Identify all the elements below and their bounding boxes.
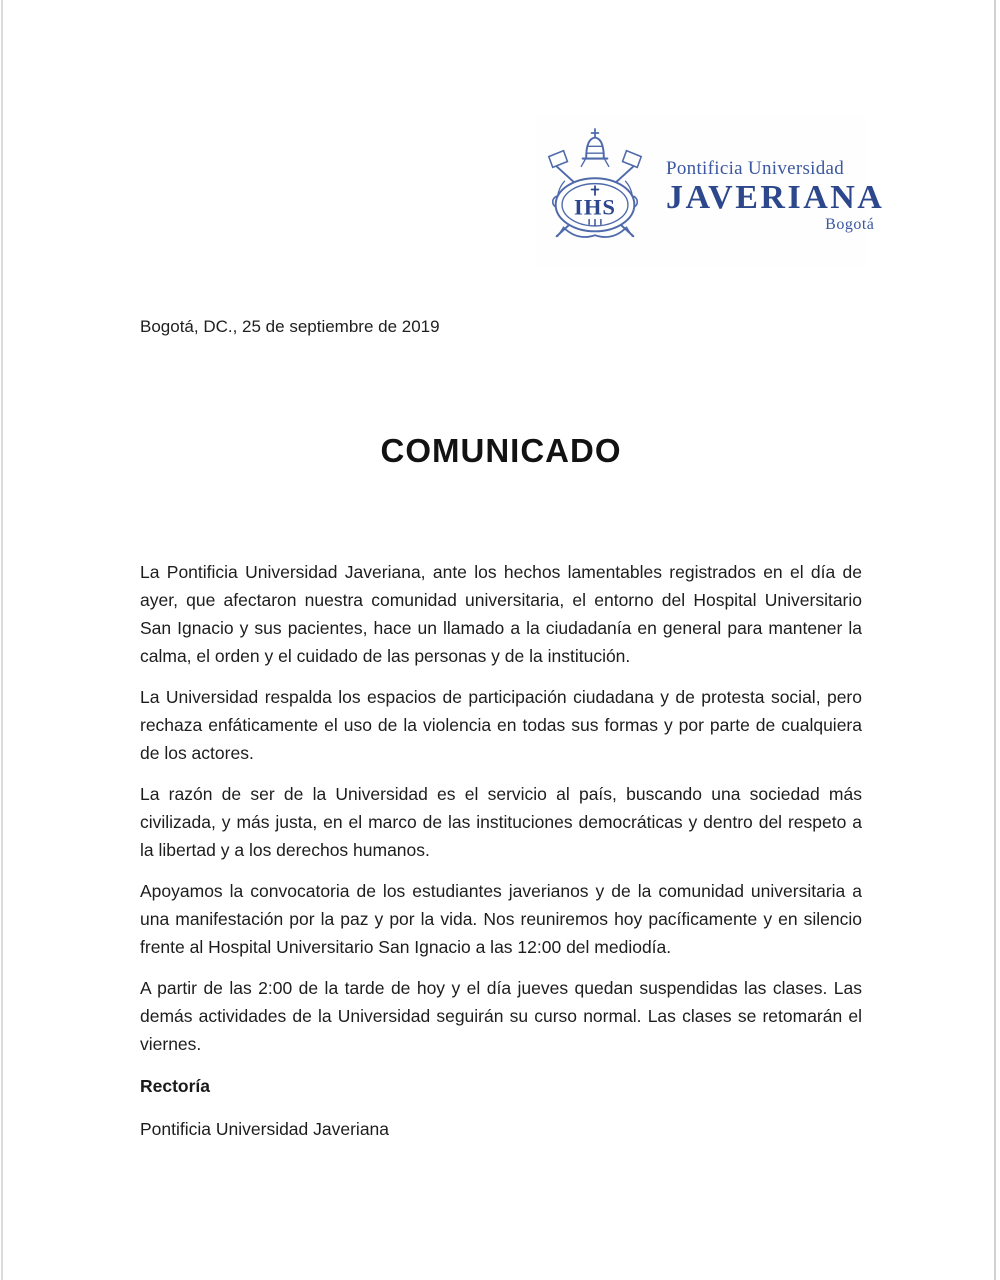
date-line: Bogotá, DC., 25 de septiembre de 2019 xyxy=(140,317,440,336)
signature-org: Pontificia Universidad Javeriana xyxy=(140,1119,390,1139)
body-paragraph: La razón de ser de la Universidad es el servicio al país, buscando una sociedad más civilizada, y más justa, en el marco de las instituciones democráticas y dentro del respeto a la libertad y a los derechos humanos. xyxy=(140,784,862,860)
logo-institution-name: JAVERIANA xyxy=(666,179,885,216)
body-paragraph: La Pontificia Universidad Javeriana, ante los hechos lamentables registrados en el día de ayer, que afectaron nuestra comunidad universitaria, el entorno del Hospital Universitario San Ignacio y sus pacientes, hace un llamado a la ciudadanía en general para mantener la calma, el orden y el cuidado de las personas y de la institución. xyxy=(140,562,862,666)
university-crest-icon xyxy=(536,126,654,256)
document-title: COMUNICADO xyxy=(380,432,622,469)
document-body xyxy=(140,558,862,1071)
university-wordmark xyxy=(666,158,884,234)
logo-city: Bogotá xyxy=(825,216,875,233)
page-left-edge xyxy=(1,0,3,1280)
logo-institution-line: Pontificia Universidad xyxy=(666,158,845,179)
university-logo xyxy=(536,116,885,266)
svg-text:IHS: IHS xyxy=(574,194,616,220)
page-right-edge xyxy=(994,0,996,1280)
body-paragraph: A partir de las 2:00 de la tarde de hoy y el día jueves quedan suspendidas las clases. Las demás actividades de la Universidad seguirán su curso normal. Las clases se retomarán el viernes. xyxy=(140,978,862,1054)
body-paragraph: Apoyamos la convocatoria de los estudiantes javerianos y de la comunidad universitaria a una manifestación por la paz y por la vida. Nos reuniremos hoy pacíficamente y en silencio frente al Hospital Universitario San Ignacio a las 12:00 del mediodía. xyxy=(140,881,862,957)
signature-role: Rectoría xyxy=(140,1076,211,1096)
body-paragraph: La Universidad respalda los espacios de participación ciudadana y de protesta social, pero rechaza enfáticamente el uso de la violencia en todas sus formas y por parte de cualquiera de los actores. xyxy=(140,687,862,763)
